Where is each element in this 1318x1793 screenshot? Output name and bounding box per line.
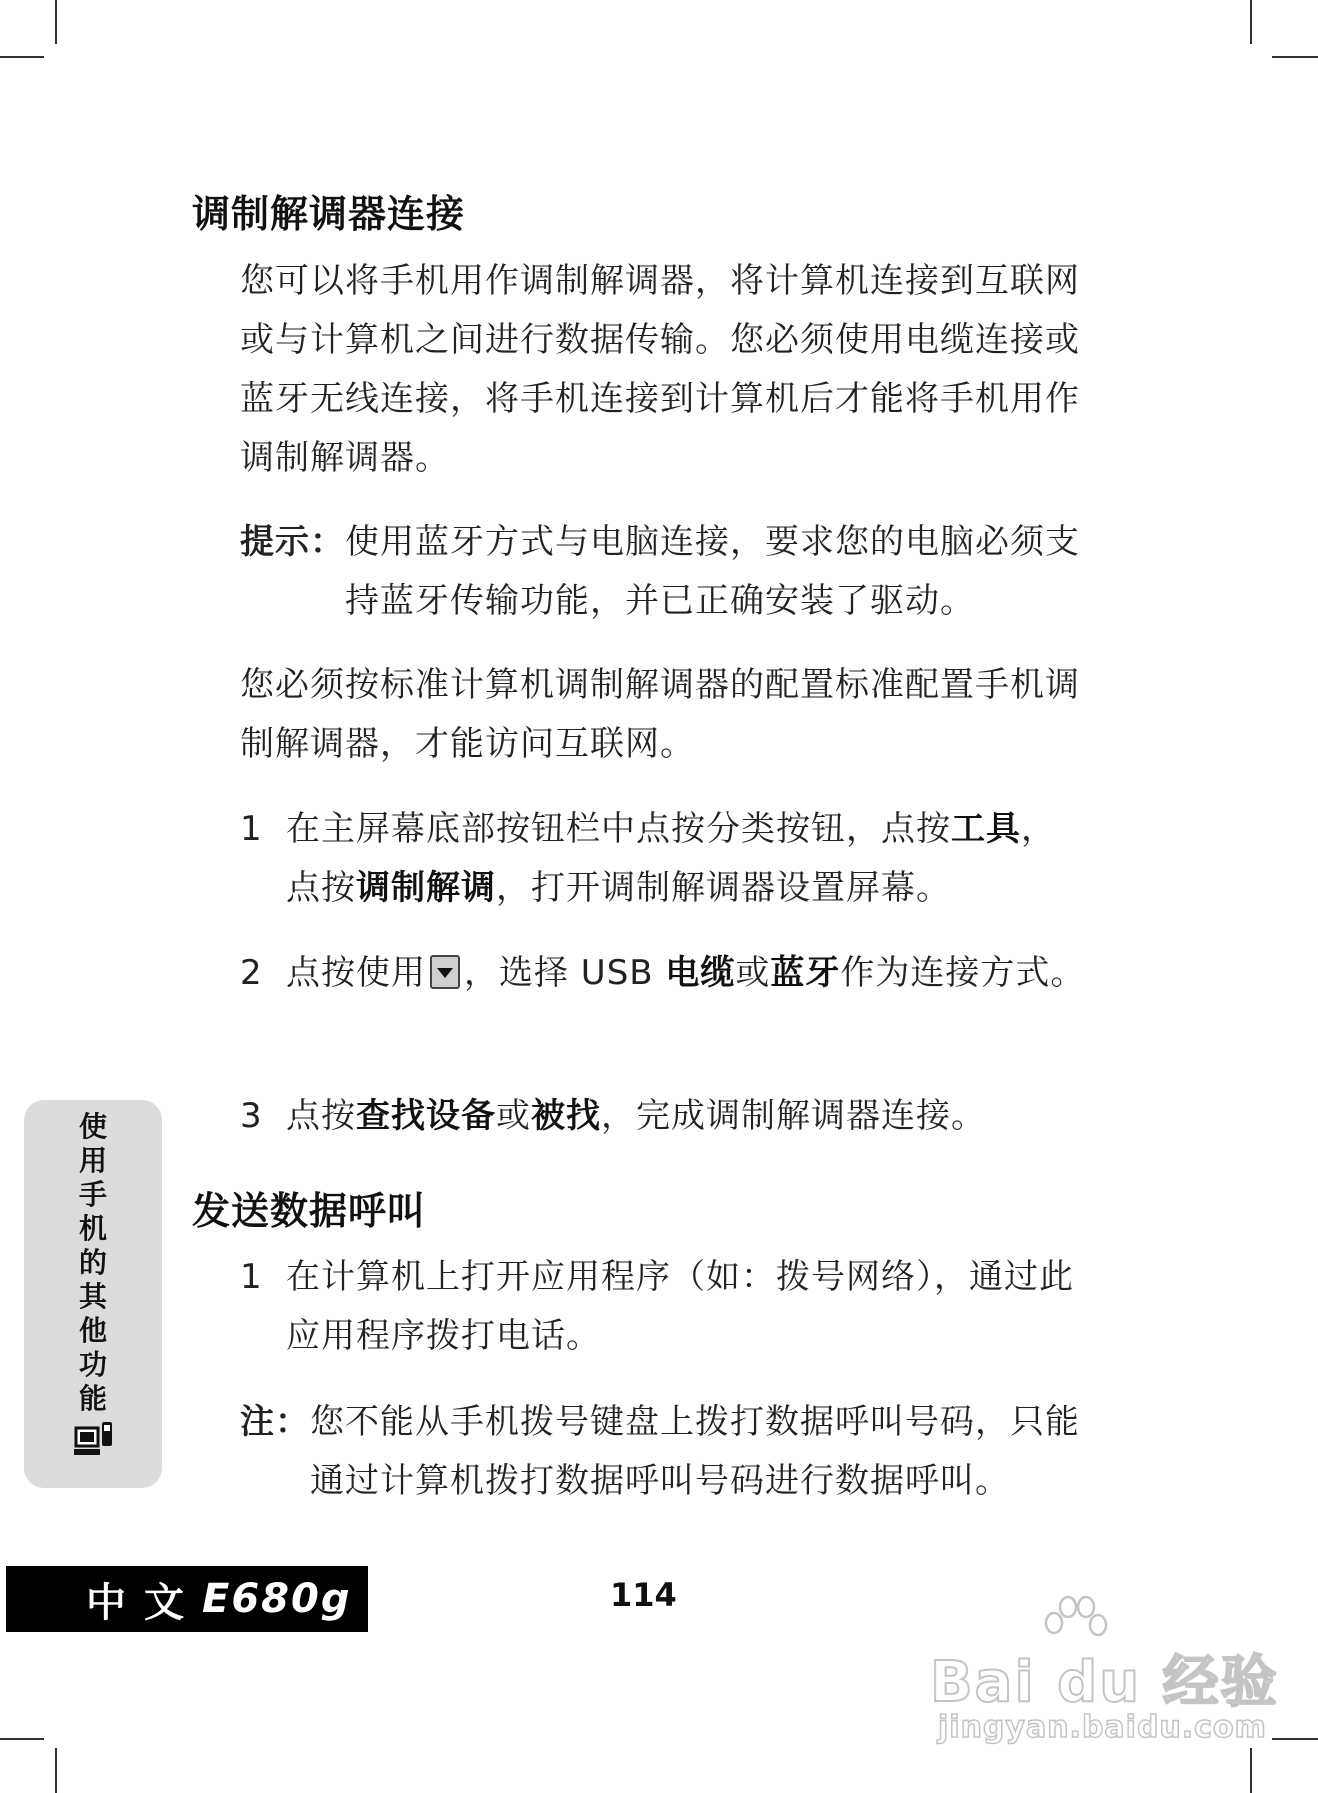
- step-bold-tools: 工具: [951, 809, 1021, 849]
- section-title-modem: 调制解调器连接: [192, 191, 466, 236]
- step-text: [286, 1087, 1090, 1146]
- footer-model: E680g: [202, 1576, 352, 1622]
- step-text-part: 作为连接方式。: [840, 953, 1086, 993]
- config-paragraph: 您必须按标准计算机调制解调器的配置标准配置手机调制解调器，才能访问互联网。: [240, 665, 1080, 764]
- step-text-part: 在主屏幕底部按钮栏中点按分类按钮，点按: [286, 809, 951, 849]
- crop-mark: [1250, 0, 1252, 44]
- data-call-step-1: [240, 1248, 1090, 1366]
- section-title-data-call: 发送数据呼叫: [192, 1188, 427, 1233]
- step-number: 1: [240, 1257, 263, 1297]
- side-char: 能: [78, 1382, 107, 1415]
- step-text-part: ，选择 USB: [464, 953, 666, 993]
- side-char: 使: [78, 1110, 107, 1143]
- crop-mark: [0, 56, 44, 58]
- baidu-watermark-logo: Bai du 经验: [930, 1650, 1279, 1715]
- step-text-part: ，打开调制解调器设置屏幕。: [496, 868, 951, 908]
- footer-language: 中文: [86, 1579, 202, 1626]
- note-text: 您不能从手机拨号键盘上拨打数据呼叫号码，只能通过计算机拨打数据呼叫号码进行数据呼叫。: [310, 1402, 1080, 1501]
- crop-mark: [1272, 56, 1318, 58]
- step-text-part: 点按: [286, 1096, 356, 1136]
- step-3: [240, 1087, 1090, 1146]
- step-number: 2: [240, 953, 263, 993]
- tip-label: 提示：: [240, 522, 345, 562]
- step-text-part: ，完成调制解调器连接。: [601, 1096, 986, 1136]
- side-char: 用: [78, 1144, 107, 1177]
- phone-computer-icon: [74, 1420, 114, 1458]
- step-text-part: 或: [735, 953, 771, 993]
- baidu-watermark-url: jingyan.baidu.com: [938, 1710, 1267, 1745]
- dropdown-arrow-icon: [430, 955, 460, 989]
- side-char: 其: [78, 1280, 107, 1313]
- chapter-side-label: [24, 1110, 162, 1416]
- side-char: 功: [78, 1348, 107, 1381]
- page-number: 114: [610, 1576, 677, 1614]
- step-number: 1: [240, 809, 263, 849]
- crop-mark: [55, 0, 57, 44]
- step-text: [286, 800, 1090, 918]
- step-text: 在计算机上打开应用程序（如：拨号网络），通过此应用程序拨打电话。: [286, 1257, 1074, 1356]
- tip-text: 使用蓝牙方式与电脑连接，要求您的电脑必须支持蓝牙传输功能，并已正确安装了驱动。: [345, 522, 1080, 621]
- side-char: 机: [78, 1212, 107, 1245]
- step-text-part: 或: [496, 1096, 531, 1136]
- footer-model-label: [6, 1566, 368, 1632]
- intro-paragraph: 您可以将手机用作调制解调器，将计算机连接到互联网或与计算机之间进行数据传输。您必须使用电缆连接或蓝牙无线连接，将手机连接到计算机后才能将手机用作调制解调器。: [240, 261, 1080, 478]
- step-text-part: 点按使用: [286, 953, 426, 993]
- step-bold-find-device: 查找设备: [356, 1096, 496, 1136]
- step-bold-cable: 电缆: [665, 953, 736, 993]
- crop-mark: [1272, 1738, 1318, 1740]
- chapter-side-tab: [24, 1100, 162, 1488]
- side-char: 的: [78, 1246, 107, 1279]
- crop-mark: [55, 1748, 57, 1793]
- crop-mark: [0, 1738, 44, 1740]
- step-bold-discoverable: 被找: [531, 1096, 601, 1136]
- step-1: [240, 800, 1090, 918]
- step-bold-modem: 调制解调: [356, 868, 496, 908]
- step-2: [240, 944, 1090, 1003]
- step-text-part: ，点按: [286, 809, 1056, 908]
- tip-block: [240, 513, 1090, 631]
- note-label: 注：: [240, 1402, 310, 1442]
- step-number: 3: [240, 1096, 263, 1136]
- side-char: 他: [78, 1314, 107, 1347]
- crop-mark: [1250, 1748, 1252, 1793]
- note-block: [240, 1393, 1090, 1511]
- step-bold-bluetooth: 蓝牙: [770, 953, 841, 993]
- step-text: [286, 944, 1090, 1003]
- side-char: 手: [78, 1178, 107, 1211]
